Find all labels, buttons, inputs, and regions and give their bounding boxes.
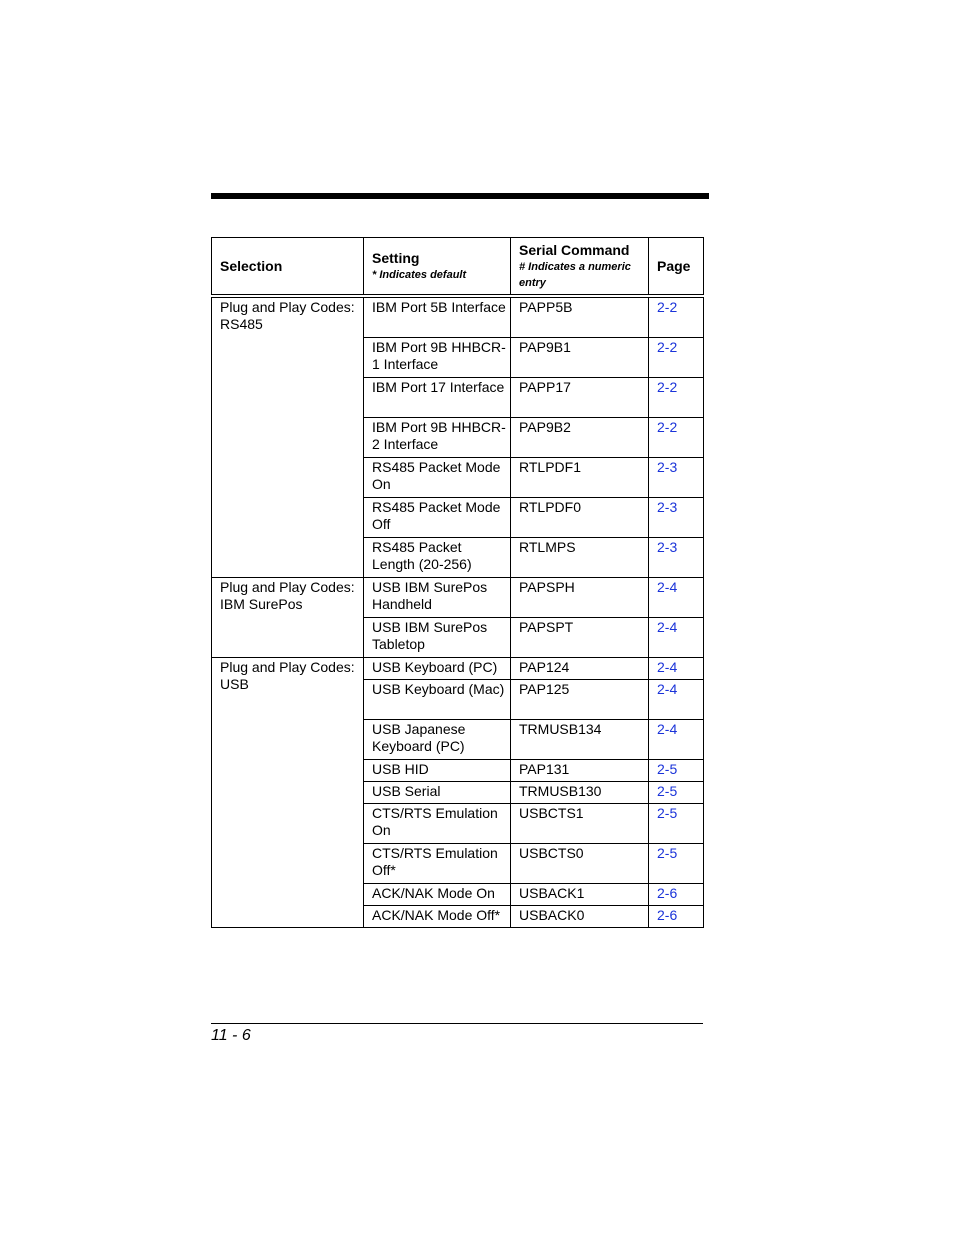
- page-link[interactable]: 2-3: [657, 459, 678, 475]
- page-link[interactable]: 2-2: [657, 299, 678, 315]
- command-cell: TRMUSB134: [511, 720, 649, 760]
- selection-cell: Plug and Play Codes: USB: [212, 658, 364, 928]
- header-selection: Selection: [212, 238, 364, 297]
- setting-cell: IBM Port 5B Interface: [364, 296, 511, 338]
- page-link[interactable]: 2-4: [657, 579, 678, 595]
- command-cell: PAP124: [511, 658, 649, 680]
- table-row: [212, 578, 704, 618]
- header-page: Page: [649, 238, 704, 297]
- table-header-row: [212, 238, 704, 297]
- page-link[interactable]: 2-4: [657, 681, 678, 697]
- setting-cell: USB IBM SurePos Tabletop: [364, 618, 511, 658]
- command-cell: USBACK1: [511, 884, 649, 906]
- command-cell: PAP125: [511, 680, 649, 720]
- page-link[interactable]: 2-4: [657, 619, 678, 635]
- setting-cell: USB Keyboard (PC): [364, 658, 511, 680]
- setting-cell: IBM Port 17 Interface: [364, 378, 511, 418]
- setting-cell: USB HID: [364, 760, 511, 782]
- command-cell: USBCTS1: [511, 804, 649, 844]
- page-link[interactable]: 2-4: [657, 721, 678, 737]
- header-serial-command: Serial Command # Indicates a numeric entry: [511, 238, 649, 297]
- page-link[interactable]: 2-5: [657, 845, 678, 861]
- setting-cell: CTS/RTS Emulation Off*: [364, 844, 511, 884]
- page-link[interactable]: 2-5: [657, 805, 678, 821]
- page-link[interactable]: 2-2: [657, 379, 678, 395]
- serial-command-table: [211, 237, 704, 928]
- setting-cell: RS485 Packet Mode On: [364, 458, 511, 498]
- command-cell: PAP131: [511, 760, 649, 782]
- page-link[interactable]: 2-6: [657, 907, 678, 923]
- page-link[interactable]: 2-5: [657, 761, 678, 777]
- command-cell: PAP9B1: [511, 338, 649, 378]
- command-cell: PAPSPT: [511, 618, 649, 658]
- setting-cell: IBM Port 9B HHBCR-1 Interface: [364, 338, 511, 378]
- page-link[interactable]: 2-6: [657, 885, 678, 901]
- selection-cell: Plug and Play Codes: IBM SurePos: [212, 578, 364, 658]
- command-cell: PAPP17: [511, 378, 649, 418]
- setting-cell: USB Keyboard (Mac): [364, 680, 511, 720]
- command-cell: PAPSPH: [511, 578, 649, 618]
- setting-cell: USB Serial: [364, 782, 511, 804]
- setting-cell: RS485 Packet Length (20-256): [364, 538, 511, 578]
- command-cell: RTLPDF1: [511, 458, 649, 498]
- page-link[interactable]: 2-4: [657, 659, 678, 675]
- header-rule: [211, 193, 709, 199]
- command-cell: RTLPDF0: [511, 498, 649, 538]
- setting-cell: CTS/RTS Emulation On: [364, 804, 511, 844]
- header-setting-note: * Indicates default: [372, 268, 467, 281]
- command-cell: PAPP5B: [511, 296, 649, 338]
- command-cell: RTLMPS: [511, 538, 649, 578]
- setting-cell: RS485 Packet Mode Off: [364, 498, 511, 538]
- command-cell: USBACK0: [511, 906, 649, 928]
- setting-cell: USB IBM SurePos Handheld: [364, 578, 511, 618]
- header-setting: Setting * Indicates default: [364, 238, 511, 297]
- page-link[interactable]: 2-3: [657, 539, 678, 555]
- page-link[interactable]: 2-2: [657, 339, 678, 355]
- setting-cell: USB Japanese Keyboard (PC): [364, 720, 511, 760]
- command-cell: PAP9B2: [511, 418, 649, 458]
- table-row: [212, 296, 704, 338]
- selection-cell: Plug and Play Codes: RS485: [212, 296, 364, 578]
- header-serial-note: # Indicates a numeric entry: [519, 260, 631, 289]
- setting-cell: ACK/NAK Mode On: [364, 884, 511, 906]
- command-cell: TRMUSB130: [511, 782, 649, 804]
- page-link[interactable]: 2-2: [657, 419, 678, 435]
- setting-cell: IBM Port 9B HHBCR-2 Interface: [364, 418, 511, 458]
- page-link[interactable]: 2-3: [657, 499, 678, 515]
- setting-cell: ACK/NAK Mode Off*: [364, 906, 511, 928]
- footer-rule: [211, 1023, 703, 1024]
- page-number: 11 - 6: [211, 1027, 251, 1044]
- command-cell: USBCTS0: [511, 844, 649, 884]
- page-link[interactable]: 2-5: [657, 783, 678, 799]
- table-row: [212, 658, 704, 680]
